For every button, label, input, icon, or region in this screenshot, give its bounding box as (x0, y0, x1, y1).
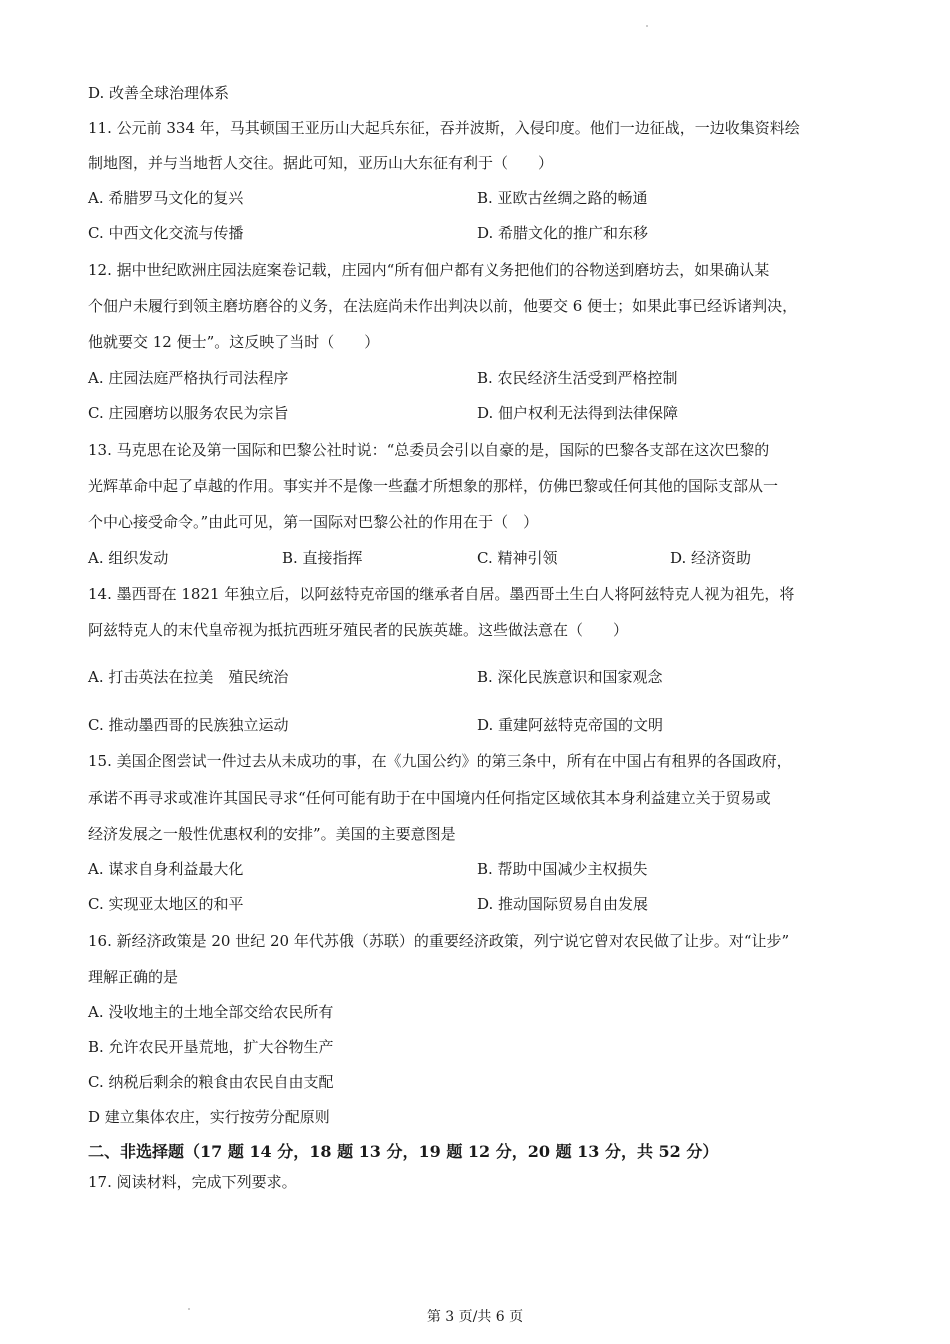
q13-option-c: C. 精神引领 (477, 549, 558, 567)
q14-option-a: A. 打击英法在拉美 殖民统治 (88, 668, 289, 686)
q12-stem-line2: 个佃户未履行到领主磨坊磨谷的义务，在法庭尚未作出判决以前，他要交 6 便士；如果此事已经诉诸判决， (88, 297, 798, 315)
q12-stem-line1: 12. 据中世纪欧洲庄园法庭案卷记载，庄园内“所有佃户都有义务把他们的谷物送到磨坊去，如果确认某 (88, 261, 770, 279)
q14-stem-line1: 14. 墨西哥在 1821 年独立后，以阿兹特克帝国的继承者自居。墨西哥土生白人将阿兹特克人视为祖先，将 (88, 585, 795, 603)
q12-option-c: C. 庄园磨坊以服务农民为宗旨 (88, 404, 289, 422)
q14-option-b: B. 深化民族意识和国家观念 (477, 668, 663, 686)
q15-stem-line1: 15. 美国企图尝试一件过去从未成功的事，在《九国公约》的第三条中，所有在中国占有租界的各国政府， (88, 752, 792, 770)
q15-option-d: D. 推动国际贸易自由发展 (477, 895, 649, 913)
q11-stem-line1: 11. 公元前 334 年，马其顿国王亚历山大起兵东征，吞并波斯，入侵印度。他们一边征战，一边收集资料绘 (88, 119, 800, 137)
section-2-title: 二、非选择题（17 题 14 分，18 题 13 分，19 题 12 分，20 题 13 分，共 52 分） (88, 1142, 719, 1161)
q13-option-d: D. 经济资助 (670, 549, 752, 567)
q14-stem-line2: 阿兹特克人的末代皇帝视为抵抗西班牙殖民者的民族英雄。这些做法意在（ ） (88, 621, 629, 639)
q12-option-b: B. 农民经济生活受到严格控制 (477, 369, 678, 387)
q12-option-a: A. 庄园法庭严格执行司法程序 (88, 369, 289, 387)
scan-dot (646, 25, 648, 27)
q13-stem-line3: 个中心接受命令。”由此可见，第一国际对巴黎公社的作用在于（ ） (88, 513, 539, 531)
q16-option-c: C. 纳税后剩余的粮食由农民自由支配 (88, 1073, 334, 1091)
q11-option-d: D. 希腊文化的推广和东移 (477, 224, 649, 242)
q10-option-d: D. 改善全球治理体系 (88, 84, 230, 102)
q16-option-d: D 建立集体农庄，实行按劳分配原则 (88, 1108, 330, 1126)
q14-option-d: D. 重建阿兹特克帝国的文明 (477, 716, 664, 734)
q14-option-c: C. 推动墨西哥的民族独立运动 (88, 716, 289, 734)
q11-stem-line2: 制地图，并与当地哲人交往。据此可知，亚历山大东征有利于（ ） (88, 154, 554, 172)
q15-option-b: B. 帮助中国减少主权损失 (477, 860, 648, 878)
q16-option-b: B. 允许农民开垦荒地，扩大谷物生产 (88, 1038, 334, 1056)
q11-option-a: A. 希腊罗马文化的复兴 (88, 189, 244, 207)
q16-stem-line2: 理解正确的是 (88, 968, 179, 986)
q12-option-d: D. 佃户权利无法得到法律保障 (477, 404, 679, 422)
q16-option-a: A. 没收地主的土地全部交给农民所有 (88, 1003, 334, 1021)
q13-stem-line2: 光辉革命中起了卓越的作用。事实并不是像一些蠢才所想象的那样，仿佛巴黎或任何其他的国际支部从一 (88, 477, 779, 495)
q13-option-b: B. 直接指挥 (282, 549, 363, 567)
q15-option-a: A. 谋求自身利益最大化 (88, 860, 244, 878)
q11-option-b: B. 亚欧古丝绸之路的畅通 (477, 189, 648, 207)
q13-option-a: A. 组织发动 (88, 549, 169, 567)
q15-option-c: C. 实现亚太地区的和平 (88, 895, 244, 913)
q11-option-c: C. 中西文化交流与传播 (88, 224, 244, 242)
q15-stem-line3: 经济发展之一般性优惠权利的安排”。美国的主要意图是 (88, 825, 456, 843)
q17-stem: 17. 阅读材料，完成下列要求。 (88, 1173, 297, 1191)
q15-stem-line2: 承诺不再寻求或准许其国民寻求“任何可能有助于在中国境内任何指定区域依其本身利益建立关于贸易或 (88, 789, 771, 807)
page-number: 第 3 页/共 6 页 (426, 1309, 524, 1325)
q12-stem-line3: 他就要交 12 便士”。这反映了当时（ ） (88, 333, 380, 351)
q13-stem-line1: 13. 马克思在论及第一国际和巴黎公社时说：“总委员会引以自豪的是，国际的巴黎各支部在这次巴黎的 (88, 441, 770, 459)
q16-stem-line1: 16. 新经济政策是 20 世纪 20 年代苏俄（苏联）的重要经济政策，列宁说它曾对农民做了让步。对“让步” (88, 932, 790, 950)
